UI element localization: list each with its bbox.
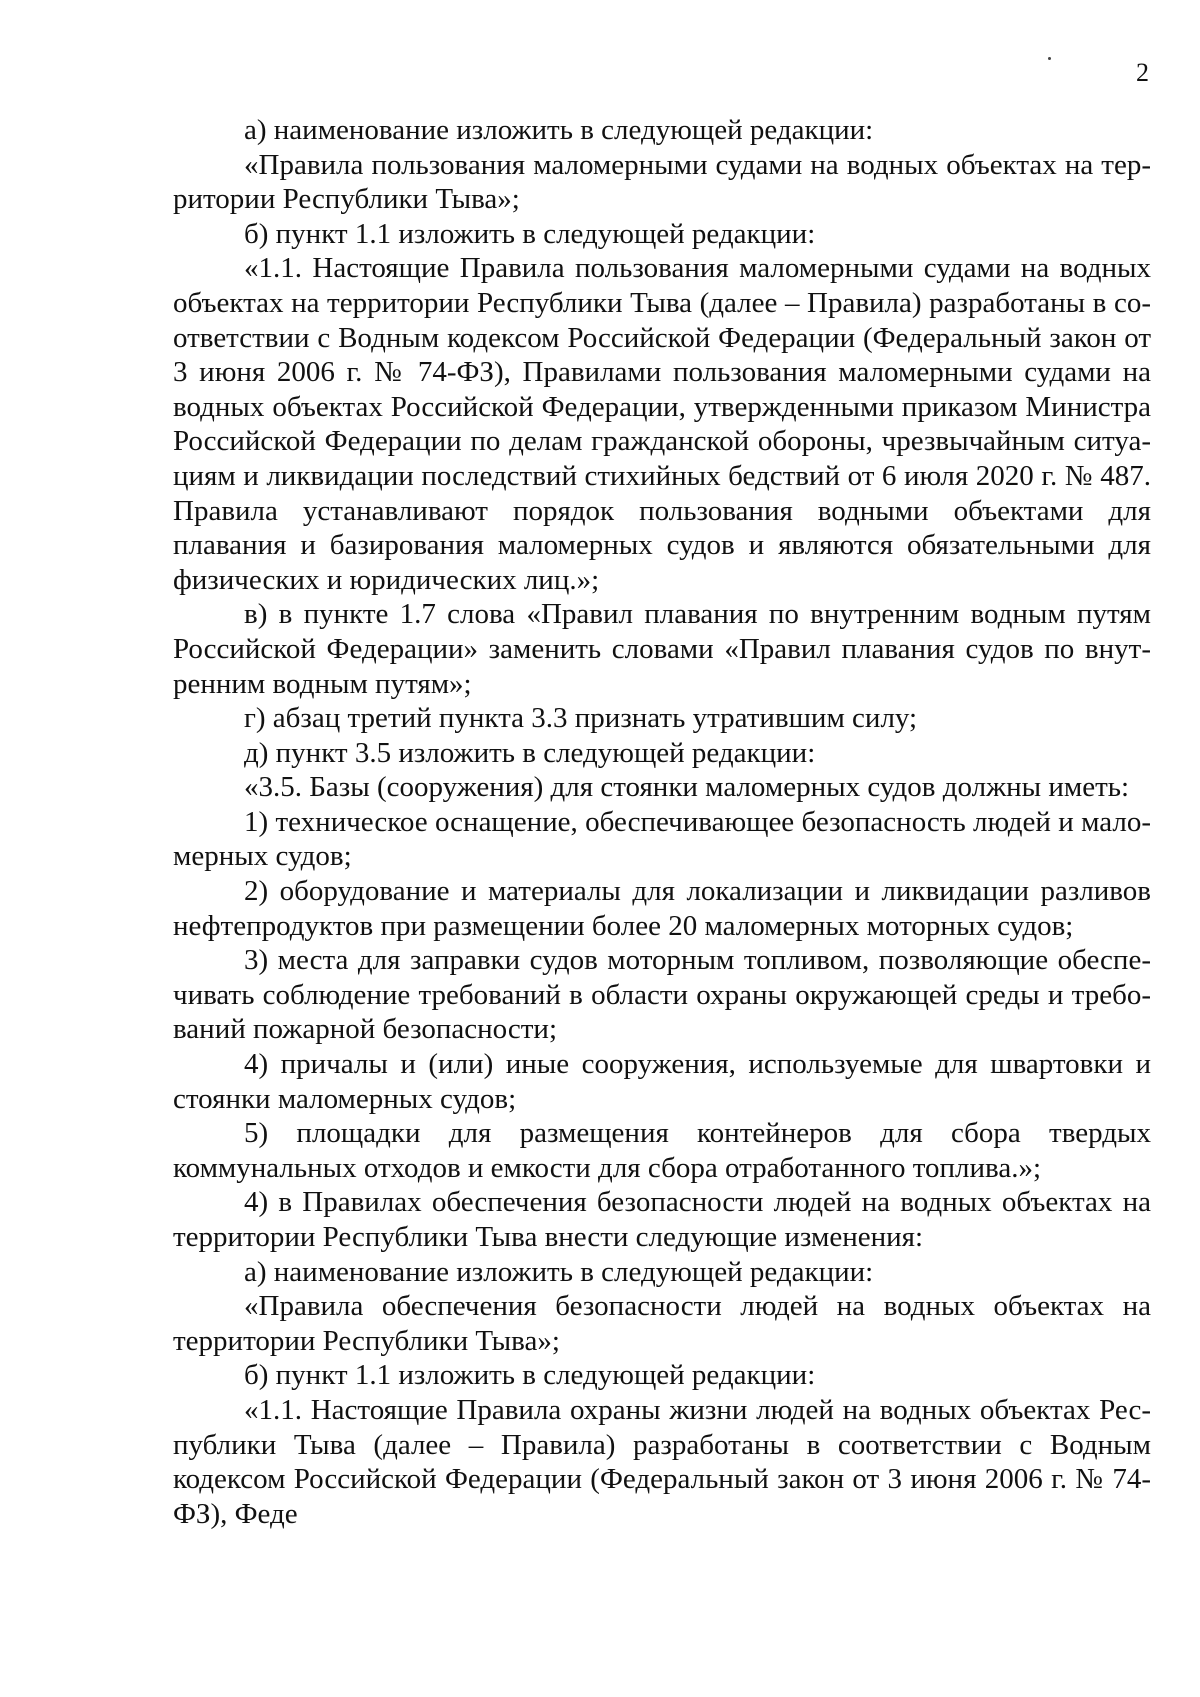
paragraph-18: «1.1. Настоящие Правила охраны жизни людей на водных объектах Республики Тыва (далее – Правила) разработаны в соответствии с Водным кодексом Российской Федерации (Федеральный закон от 3 июня 2006 г. № 74-ФЗ), Феде	[173, 1393, 1151, 1530]
paragraph-10: 2) оборудование и материалы для локализации и ликвидации разливов нефтепродуктов при размещении более 20 маломерных моторных судов;	[173, 875, 1151, 942]
paragraph-4: «1.1. Настоящие Правила пользования маломерными судами на водных объектах на территории Республики Тыва (далее – Правила) разработаны в соответствии с Водным кодексом Российской Федерации (Федеральный закон от 3 июня 2006 г. № 74-ФЗ), Правилами пользования маломерными судами на водных объектах Российской Федерации, утвержденными приказом Министра Российской Федерации по делам гражданской обороны, чрезвычайным ситуациям и ликвидации последствий стихийных бедствий от 6 июля 2020 г. № 487. Правила устанавливают порядок пользования водными объектами для плавания и базирования маломерных судов и являются обязательными для физических и юридических лиц.»;	[173, 252, 1151, 596]
paragraph-17: б) пункт 1.1 изложить в следующей редакции:	[244, 1359, 816, 1392]
document-body	[173, 113, 1151, 1531]
scan-speck	[1048, 57, 1051, 60]
paragraph-6: г) абзац третий пункта 3.3 признать утратившим силу;	[244, 702, 918, 735]
paragraph-9: 1) техническое оснащение, обеспечивающее безопасность людей и маломерных судов;	[173, 805, 1151, 873]
paragraph-13: 5) площадки для размещения контейнеров для сбора твердых коммунальных отходов и емкости для сбора отработанного топлива.»;	[173, 1117, 1151, 1184]
paragraph-1: а) наименование изложить в следующей редакции:	[244, 114, 874, 146]
paragraph-14: 4) в Правилах обеспечения безопасности людей на водных объектах на территории Республики Тыва внести следующие изменения:	[173, 1186, 1151, 1253]
paragraph-15: а) наименование изложить в следующей редакции:	[244, 1255, 874, 1288]
paragraph-11: 3) места для заправки судов моторным топливом, позволяющие обеспечивать соблюдение требований в области охраны окружающей среды и требований пожарной безопасности;	[173, 944, 1151, 1046]
paragraph-8: «3.5. Базы (сооружения) для стоянки маломерных судов должны иметь:	[244, 771, 1130, 804]
paragraph-3: б) пункт 1.1 изложить в следующей редакции:	[244, 217, 816, 250]
paragraph-2: «Правила пользования маломерными судами на водных объектах на территории Республики Тыва»;	[173, 148, 1151, 216]
paragraph-12: 4) причалы и (или) иные сооружения, используемые для швартовки и стоянки маломерных судов;	[173, 1048, 1151, 1115]
paragraph-5: в) в пункте 1.7 слова «Правил плавания по внутренним водным путям Российской Федерации» заменить словами «Правил плавания судов по внутренним водным путям»;	[173, 598, 1151, 700]
paragraph-7: д) пункт 3.5 изложить в следующей редакции:	[244, 736, 816, 769]
page-number: 2	[1136, 58, 1149, 87]
paragraph-16: «Правила обеспечения безопасности людей на водных объектах на территории Республики Тыва»;	[173, 1290, 1151, 1357]
